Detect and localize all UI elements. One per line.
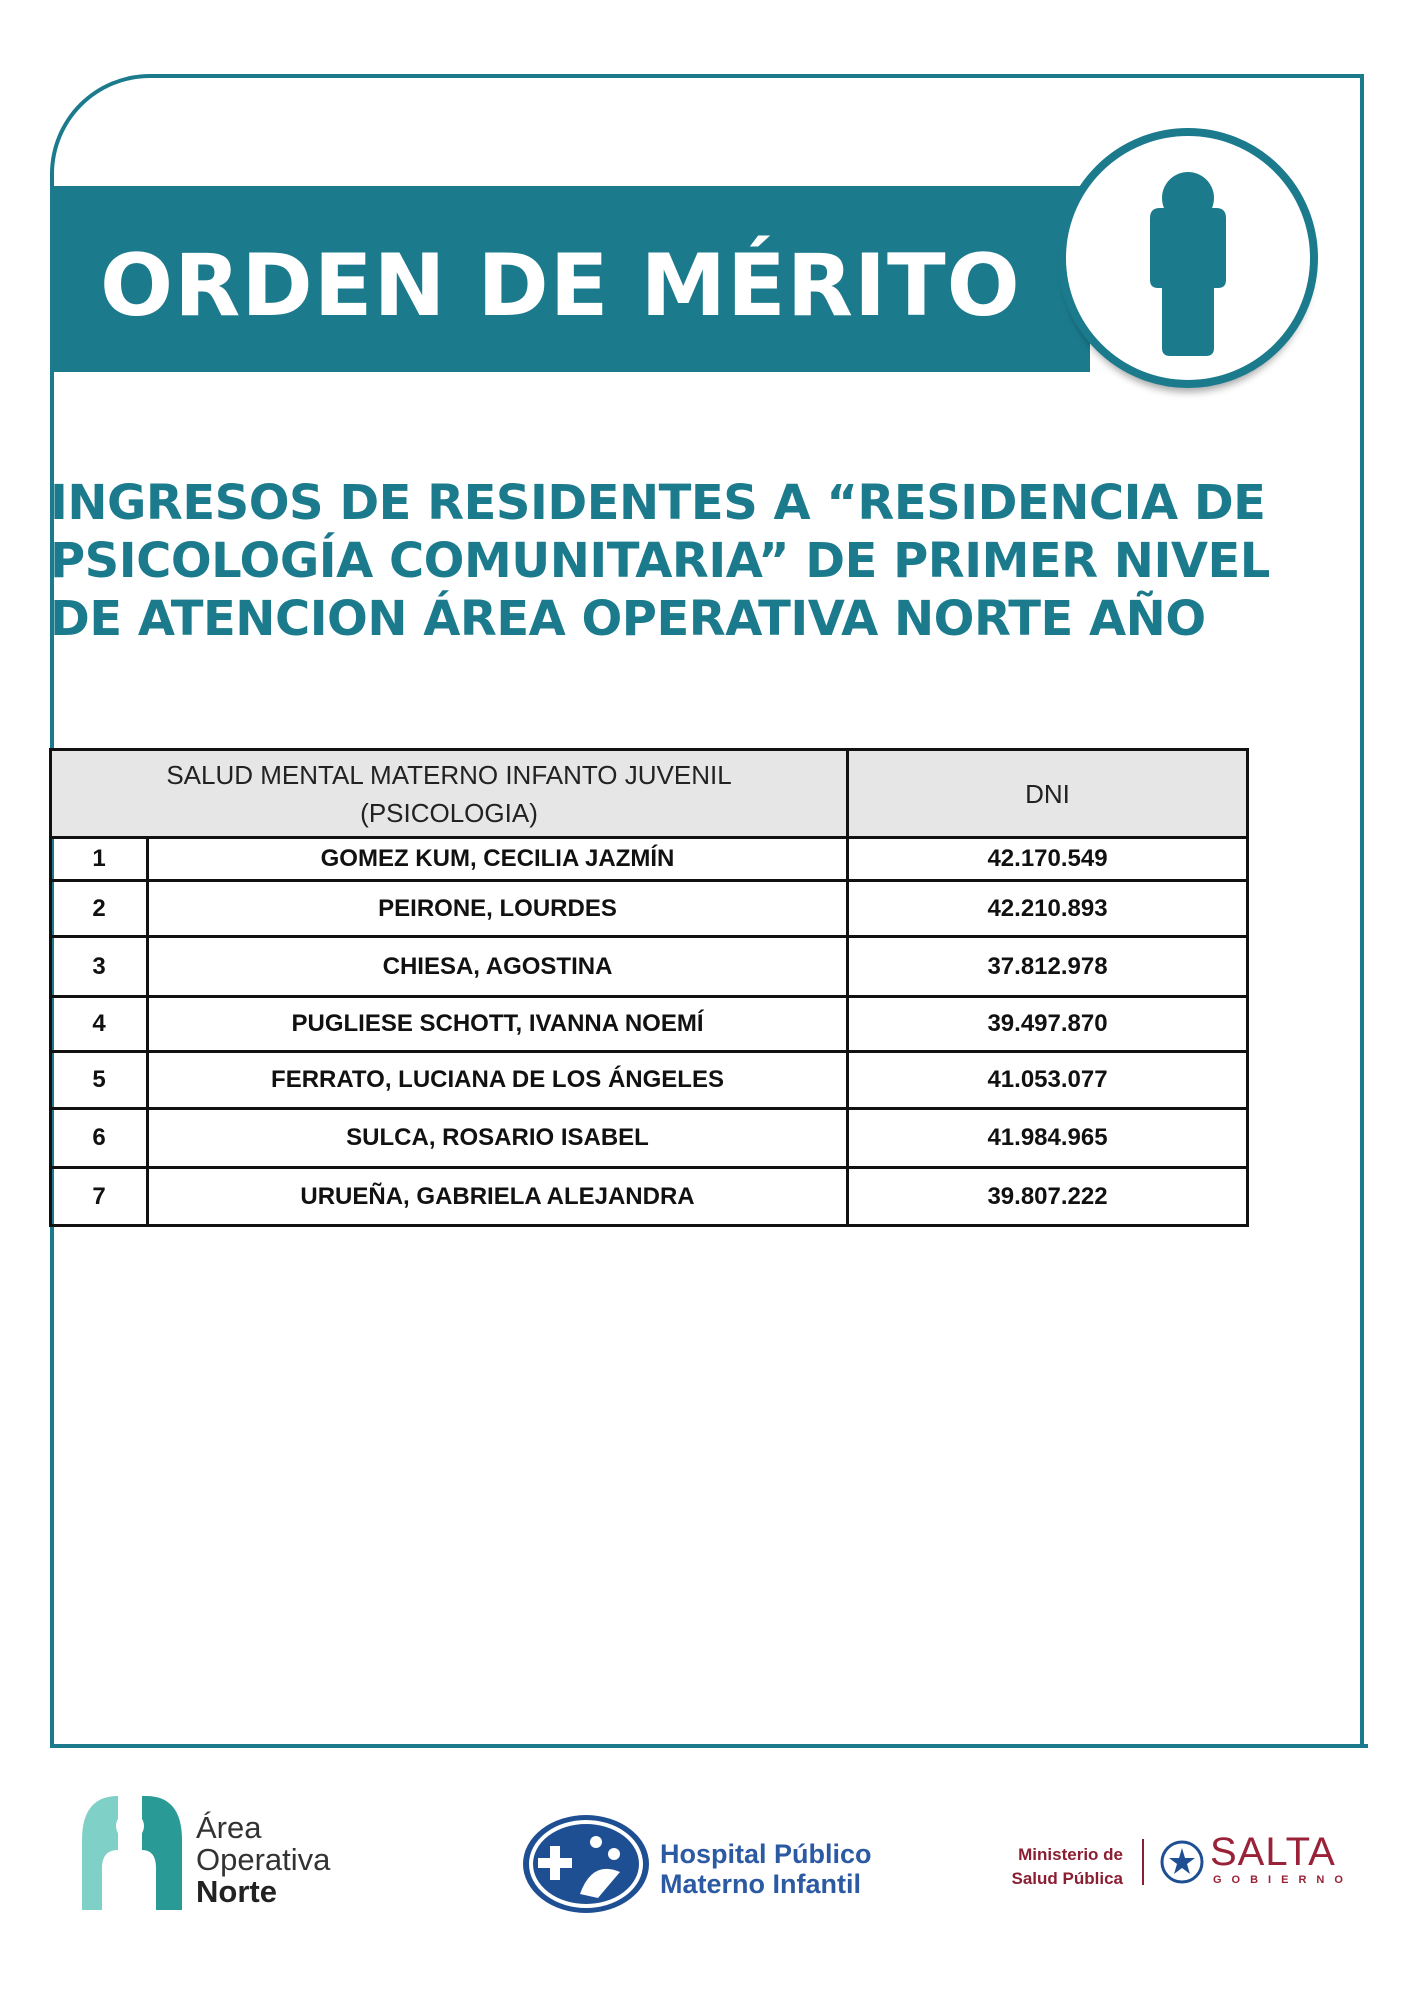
dni-cell: 39.497.870 bbox=[848, 997, 1248, 1052]
name-cell: SULCA, ROSARIO ISABEL bbox=[148, 1109, 848, 1168]
table-row bbox=[51, 997, 1248, 1052]
page-title: ORDEN DE MÉRITO bbox=[100, 236, 1021, 336]
table-row bbox=[51, 937, 1248, 997]
rank-cell: 2 bbox=[51, 881, 148, 937]
name-cell: GOMEZ KUM, CECILIA JAZMÍN bbox=[148, 838, 848, 881]
hospital-text bbox=[660, 1839, 872, 1899]
rank-cell: 4 bbox=[51, 997, 148, 1052]
footer-divider bbox=[1142, 1839, 1144, 1885]
salta-wordmark: SALTA bbox=[1210, 1830, 1336, 1874]
merit-table bbox=[49, 748, 1246, 1227]
aon-line3: Norte bbox=[196, 1874, 277, 1909]
rank-cell: 5 bbox=[51, 1052, 148, 1109]
rank-cell: 3 bbox=[51, 937, 148, 997]
dni-header: DNI bbox=[848, 750, 1248, 838]
table-row bbox=[51, 1052, 1248, 1109]
rank-cell: 1 bbox=[51, 838, 148, 881]
gobierno-label: GOBIERNO bbox=[1213, 1874, 1353, 1886]
table-row bbox=[51, 838, 1248, 881]
dni-cell: 42.210.893 bbox=[848, 881, 1248, 937]
specialty-header bbox=[51, 750, 848, 838]
rank-cell: 6 bbox=[51, 1109, 148, 1168]
name-cell: URUEÑA, GABRIELA ALEJANDRA bbox=[148, 1168, 848, 1226]
name-cell: FERRATO, LUCIANA DE LOS ÁNGELES bbox=[148, 1052, 848, 1109]
hospital-logo bbox=[520, 1812, 652, 1916]
specialty-header-line2: (PSICOLOGIA) bbox=[360, 797, 538, 828]
dni-cell: 41.984.965 bbox=[848, 1109, 1248, 1168]
aon-line1: Área bbox=[196, 1810, 262, 1845]
dni-cell: 42.170.549 bbox=[848, 838, 1248, 881]
frame-bottom-line bbox=[50, 1744, 1368, 1748]
table-header-row bbox=[51, 750, 1248, 838]
dni-cell: 39.807.222 bbox=[848, 1168, 1248, 1226]
name-cell: CHIESA, AGOSTINA bbox=[148, 937, 848, 997]
ministerio-text bbox=[1008, 1843, 1123, 1891]
salta-star-icon bbox=[1160, 1840, 1204, 1884]
area-operativa-logo bbox=[72, 1790, 192, 1920]
info-person-icon bbox=[1058, 128, 1318, 388]
document-subtitle: INGRESOS DE RESIDENTES A “RESIDENCIA DE PSICOLOGÍA COMUNITARIA” DE PRIMER NIVEL DE ATENCION ÁREA OPERATIVA NORTE AÑO bbox=[50, 475, 1270, 647]
hospital-line2: Materno Infantil bbox=[660, 1869, 861, 1899]
hospital-line1: Hospital Público bbox=[660, 1839, 872, 1869]
table-row bbox=[51, 881, 1248, 937]
specialty-header-line1: SALUD MENTAL MATERNO INFANTO JUVENIL bbox=[166, 759, 732, 790]
dni-cell: 41.053.077 bbox=[848, 1052, 1248, 1109]
ministerio-line1: Ministerio de bbox=[1018, 1845, 1123, 1864]
dni-cell: 37.812.978 bbox=[848, 937, 1248, 997]
table-row bbox=[51, 1168, 1248, 1226]
table-row bbox=[51, 1109, 1248, 1168]
rank-cell: 7 bbox=[51, 1168, 148, 1226]
aon-line2: Operativa bbox=[196, 1842, 331, 1877]
area-operativa-text bbox=[196, 1812, 330, 1908]
name-cell: PUGLIESE SCHOTT, IVANNA NOEMÍ bbox=[148, 997, 848, 1052]
name-cell: PEIRONE, LOURDES bbox=[148, 881, 848, 937]
ministerio-line2: Salud Pública bbox=[1011, 1869, 1123, 1888]
